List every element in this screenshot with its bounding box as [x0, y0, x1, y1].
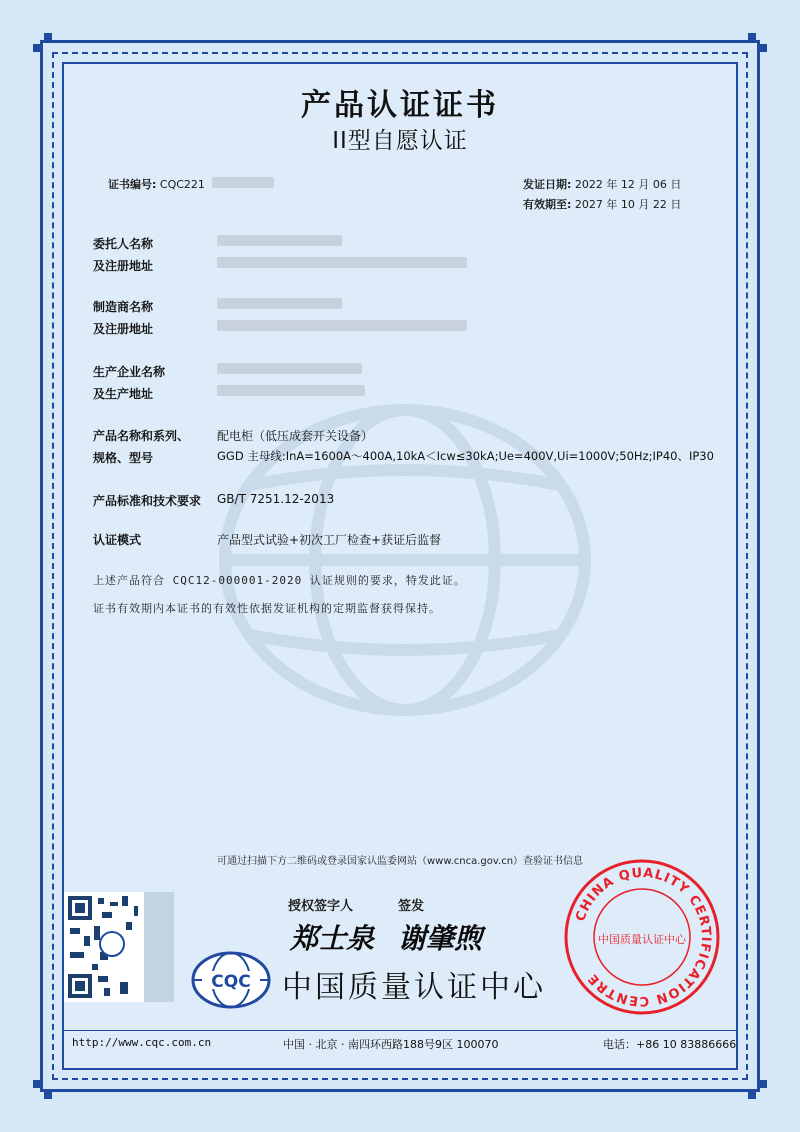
corner-square: [33, 1080, 41, 1088]
redacted-block: [217, 385, 365, 396]
compliance-note: 上述产品符合 CQC12-000001-2020 认证规则的要求，特发此证。: [93, 574, 466, 587]
footer-divider: [62, 1030, 738, 1031]
cert-number-row: [108, 176, 205, 192]
factory-address-label: 及生产地址: [93, 387, 154, 401]
corner-square: [759, 1080, 767, 1088]
footer-website-link[interactable]: http://www.cqc.com.cn: [72, 1036, 212, 1049]
redacted-block: [217, 363, 362, 374]
corner-square: [748, 33, 756, 41]
redacted-block: [217, 235, 342, 246]
footer-phone: 电话：+86 10 83886666: [603, 1038, 737, 1051]
product-label-line2: 规格、型号: [93, 451, 154, 465]
logo-text: CQC: [211, 972, 251, 992]
redacted-block: [212, 177, 274, 188]
redacted-block: [217, 298, 342, 309]
expiry-date-value: 2027 年 10 月 22 日: [574, 198, 682, 211]
redacted-block: [217, 257, 467, 268]
footer-address: 中国 · 北京 · 南四环西路188号9区 100070: [283, 1038, 499, 1051]
redacted-block: [217, 320, 467, 331]
product-name-value: 配电柜（低压成套开关设备）: [217, 429, 374, 443]
corner-square: [759, 44, 767, 52]
maker-address-label: 及注册地址: [93, 322, 154, 336]
issue-date-label: 发证日期:: [523, 178, 572, 191]
cqc-watermark-icon: [210, 395, 600, 725]
standard-label: 产品标准和技术要求: [93, 494, 202, 508]
verify-text: 可通过扫描下方二维码或登录国家认监委网站（www.cnca.gov.cn）查验证书信息: [216, 856, 584, 867]
product-label-line1: 产品名称和系列、: [93, 429, 190, 443]
corner-square: [44, 33, 52, 41]
signatory-signature: 郑士泉: [290, 922, 375, 955]
qr-code-icon[interactable]: [64, 892, 174, 1002]
certificate-title: 产品认证证书: [301, 88, 499, 123]
seal-ring-text: CHINA QUALITY CERTIFICATION CENTRE: [573, 865, 714, 1009]
client-name-label: 委托人名称: [93, 237, 154, 251]
client-address-label: 及注册地址: [93, 259, 154, 273]
expiry-date-row: [523, 196, 681, 212]
corner-square: [33, 44, 41, 52]
cert-mode-value: 产品型式试验+初次工厂检查+获证后监督: [217, 533, 442, 547]
maker-name-label: 制造商名称: [93, 300, 154, 314]
organization-name: 中国质量认证中心: [282, 970, 546, 1005]
corner-square: [44, 1091, 52, 1099]
cert-number-label: 证书编号:: [108, 178, 157, 191]
issue-date-value: 2022 年 12 月 06 日: [574, 178, 682, 191]
corner-square: [748, 1091, 756, 1099]
seal-inner-text: 中国质量认证中心: [598, 933, 686, 946]
issuer-signature: 谢肇煦: [398, 922, 483, 955]
cert-number-value: CQC221: [159, 178, 205, 191]
standard-value: GB/T 7251.12-2013: [217, 492, 335, 506]
certificate-subtitle: II型自愿认证: [332, 128, 468, 154]
issuer-label: 签发: [398, 899, 425, 914]
product-spec-value: GGD 主母线:InA=1600A～400A,10kA＜Icw≤30kA;Ue=400V,Ui=1000V;50Hz;IP40、IP30: [217, 449, 714, 463]
signatory-label: 授权签字人: [288, 899, 354, 914]
factory-name-label: 生产企业名称: [93, 365, 166, 379]
validity-note: 证书有效期内本证书的有效性依据发证机构的定期监督获得保持。: [93, 602, 441, 615]
official-seal-icon: [562, 857, 722, 1017]
cqc-logo-icon: [190, 950, 272, 1010]
issue-date-row: [523, 176, 681, 192]
cert-mode-label: 认证模式: [93, 533, 142, 547]
expiry-date-label: 有效期至:: [523, 198, 572, 211]
